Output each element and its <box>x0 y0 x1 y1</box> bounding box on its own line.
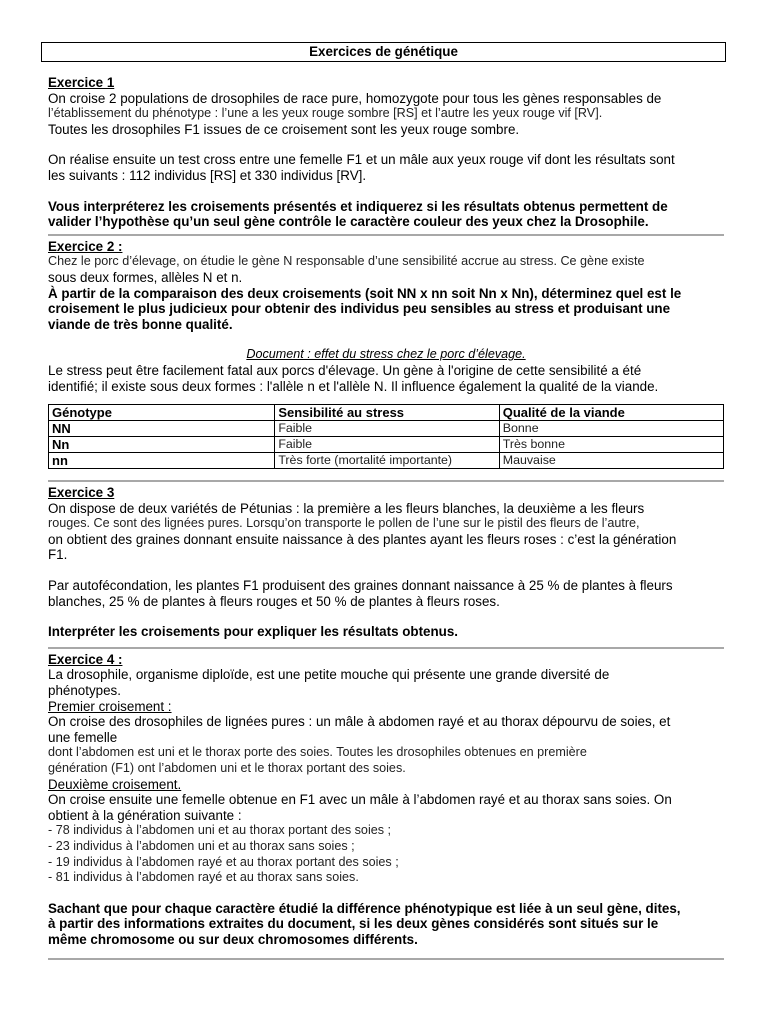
separator <box>48 234 724 236</box>
list-item: - 23 individus à l’abdomen uni et au thorax sans soies ; <box>48 838 355 853</box>
question-line: même chromosome ou sur deux chromosomes différents. <box>48 931 418 947</box>
text-line: La drosophile, organisme diploïde, est une petite mouche qui présente une grande diversité de <box>48 667 610 683</box>
text-line: On croise 2 populations de drosophiles de race pure, homozygote pour tous les gènes responsables de <box>48 90 662 106</box>
question-line: Interpréter les croisements pour expliquer les résultats obtenus. <box>48 624 459 640</box>
table-cell: Mauvaise <box>499 453 723 469</box>
list-item: - 78 individus à l’abdomen uni et au thorax portant des soies ; <box>48 823 392 838</box>
text-line: Le stress peut être facilement fatal aux porcs d'élevage. Un gène à l'origine de cette sensibilité a été <box>48 362 642 378</box>
text-line: une femelle <box>48 729 118 745</box>
table-cell: Bonne <box>499 421 723 437</box>
question-line: croisement le plus judicieux pour obtenir des individus peu sensibles au stress et produisant une <box>48 301 671 317</box>
table-cell: Très bonne <box>499 437 723 453</box>
text-line: rouges. Ce sont des lignées pures. Lorsqu’on transporte le pollen de l’une sur le pistil des fleurs de l’autre, <box>48 516 640 531</box>
text-line: identifié; il existe sous deux formes : l'allèle n et l'allèle N. Il influence également la qualité de la viande. <box>48 378 659 394</box>
question-line: à partir des informations extraites du document, si les deux gènes considérés sont situés sur le <box>48 916 659 932</box>
table-header: Sensibilité au stress <box>275 405 499 421</box>
text-line: blanches, 25 % de plantes à fleurs rouges et 50 % de plantes à fleurs roses. <box>48 593 500 609</box>
table-row <box>49 453 724 469</box>
text-line: F1. <box>48 547 68 563</box>
table-row <box>49 421 724 437</box>
question-line: valider l’hypothèse qu’un seul gène contrôle le caractère couleur des yeux chez la Drosophile. <box>48 214 649 230</box>
question-line: viande de très bonne qualité. <box>48 316 233 332</box>
table-cell: NN <box>49 421 275 437</box>
text-line: Toutes les drosophiles F1 issues de ce croisement sont les yeux rouge sombre. <box>48 121 520 137</box>
table-cell: Faible <box>275 437 499 453</box>
text-line: obtient à la génération suivante : <box>48 807 242 823</box>
text-line: Par autofécondation, les plantes F1 produisent des graines donnant naissance à 25 % de plantes à fleurs <box>48 578 673 594</box>
text-line: génération (F1) ont l’abdomen uni et le thorax portant des soies. <box>48 761 406 775</box>
list-item: - 81 individus à l’abdomen rayé et au thorax sans soies. <box>48 870 359 885</box>
document-title: Document : effet du stress chez le porc d’élevage. <box>246 347 526 362</box>
table-row <box>49 437 724 453</box>
question-line: Vous interpréterez les croisements présentés et indiquerez si les résultats obtenus permettent de <box>48 198 668 214</box>
table-cell: Très forte (mortalité importante) <box>275 453 499 469</box>
table-header: Génotype <box>49 405 275 421</box>
text-line: Chez le porc d’élevage, on étudie le gène N responsable d’une sensibilité accrue au stress. Ce gène existe <box>48 254 645 269</box>
table-cell: Faible <box>275 421 499 437</box>
exercise-1 <box>48 75 724 230</box>
subheading: Premier croisement : <box>48 698 172 714</box>
text-line: phénotypes. <box>48 683 121 699</box>
text-line: On réalise ensuite un test cross entre une femelle F1 et un mâle aux yeux rouge vif dont les résultats sont <box>48 152 675 168</box>
question-line: Sachant que pour chaque caractère étudié la différence phénotypique est liée à un seul gène, dites, <box>48 900 681 916</box>
table-header: Qualité de la viande <box>499 405 723 421</box>
table-cell: Nn <box>49 437 275 453</box>
exercise-3-heading: Exercice 3 <box>48 485 115 501</box>
question-line: À partir de la comparaison des deux croisements (soit NN x nn soit Nn x Nn), déterminez quel est le <box>48 285 682 301</box>
table-cell: nn <box>49 453 275 469</box>
exercise-2-heading: Exercice 2 : <box>48 238 123 254</box>
separator <box>48 958 724 960</box>
exercise-3 <box>48 485 724 640</box>
genotype-table <box>48 404 724 469</box>
page-title: Exercices de génétique <box>41 42 726 62</box>
exercise-2 <box>48 239 724 469</box>
separator <box>48 480 724 482</box>
text-line: On croise ensuite une femelle obtenue en F1 avec un mâle à l’abdomen rayé et au thorax sans soies. On <box>48 792 672 808</box>
exercise-4 <box>48 652 724 948</box>
exercise-4-heading: Exercice 4 : <box>48 651 123 667</box>
exercise-1-heading: Exercice 1 <box>48 75 115 90</box>
text-line: l’établissement du phénotype : l’une a les yeux rouge sombre [RS] et l’autre les yeux rouge vif [RV]. <box>48 106 603 121</box>
table-header-row <box>49 405 724 421</box>
document-page <box>48 42 724 963</box>
subheading: Deuxième croisement. <box>48 776 182 792</box>
text-line: sous deux formes, allèles N et n. <box>48 269 243 285</box>
separator <box>48 647 724 649</box>
text-line: on obtient des graines donnant ensuite naissance à des plantes ayant les fleurs roses : c’est la génération <box>48 531 677 547</box>
text-line: dont l’abdomen est uni et le thorax porte des soies. Toutes les drosophiles obtenues en première <box>48 745 587 760</box>
list-item: - 19 individus à l’abdomen rayé et au thorax portant des soies ; <box>48 854 399 869</box>
text-line: On croise des drosophiles de lignées pures : un mâle à abdomen rayé et au thorax dépourvu de soies, et <box>48 714 671 730</box>
text-line: les suivants : 112 individus [RS] et 330 individus [RV]. <box>48 167 367 183</box>
text-line: On dispose de deux variétés de Pétunias : la première a les fleurs blanches, la deuxième a les fleurs <box>48 500 645 516</box>
